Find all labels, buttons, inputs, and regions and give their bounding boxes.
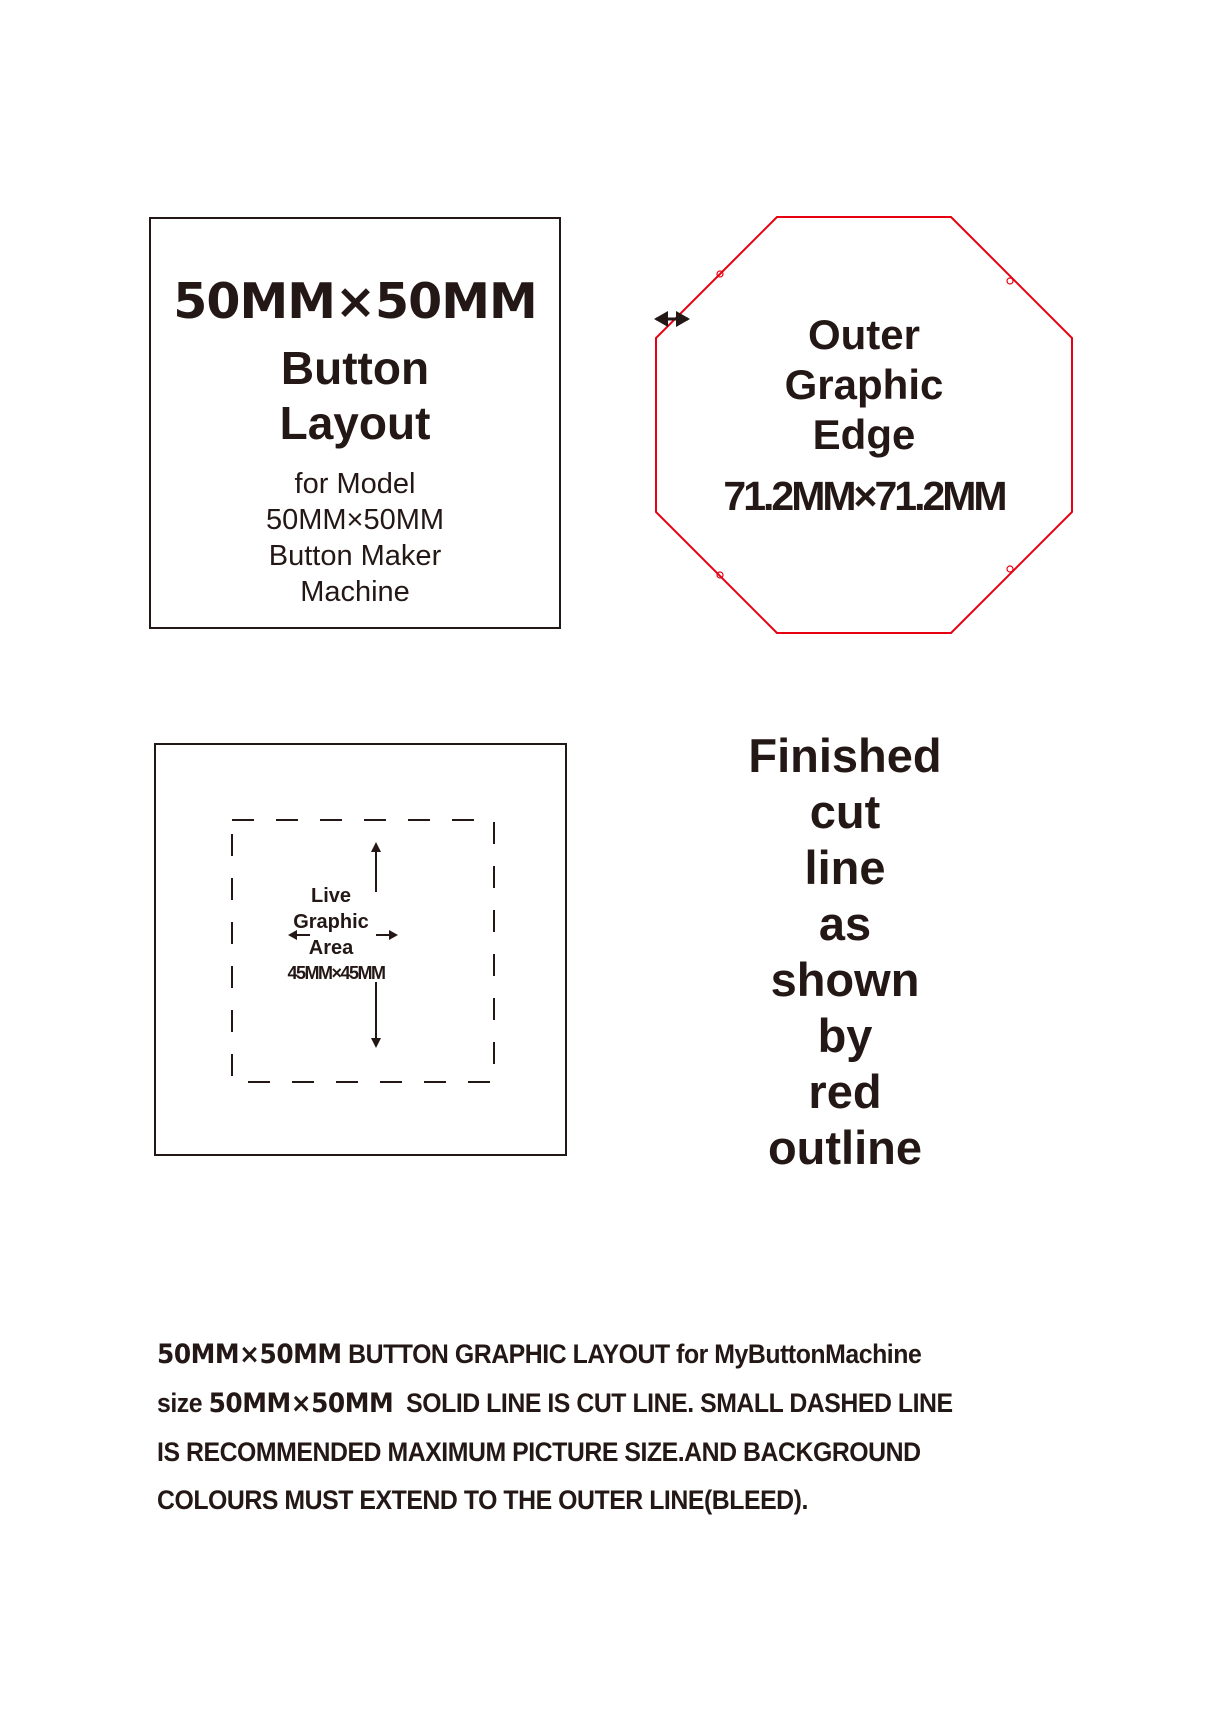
title-box [149, 217, 561, 629]
title-subtitle [151, 466, 559, 610]
footer-size-1: 50MM×50MM [157, 1339, 342, 1370]
live-area-box [154, 743, 567, 1156]
arrow-down-icon [371, 1038, 381, 1048]
octagon-label [654, 310, 1074, 460]
title-main [151, 341, 559, 451]
footer-line2 [157, 1379, 985, 1428]
subtitle-line4: Machine [300, 576, 410, 608]
live-area-label [276, 883, 386, 961]
subtitle-line1: for Model [294, 468, 416, 500]
footer-description [157, 1330, 985, 1524]
footer-text-1: BUTTON GRAPHIC LAYOUT for MyButtonMachine [341, 1339, 922, 1369]
footer-line1 [157, 1330, 985, 1379]
subtitle-line3: Button Maker [268, 540, 442, 572]
footer-line4: COLOURS MUST EXTEND TO THE OUTER LINE(BLEED). [157, 1485, 808, 1515]
footer-text-2: SOLID LINE IS CUT LINE. SMALL DASHED LINE [393, 1388, 953, 1418]
finished-word: red [808, 1065, 882, 1118]
live-line1: Live [310, 885, 352, 907]
footer-prefix-2: size [157, 1388, 209, 1418]
live-line3: Area [308, 937, 354, 959]
subtitle-line2: 50MM×50MM [265, 504, 445, 536]
finished-word: as [818, 897, 872, 950]
octagon-line2: Graphic [784, 361, 944, 408]
footer-line3: IS RECOMMENDED MAXIMUM PICTURE SIZE.AND BACKGROUND [157, 1437, 921, 1467]
footer-size-2: 50MM×50MM [208, 1388, 394, 1419]
arrow-right-icon [654, 310, 690, 328]
live-area-dimension: 45MM×45MM [287, 963, 385, 983]
live-line2: Graphic [293, 911, 369, 933]
finished-word: cut [809, 785, 881, 838]
finished-word: outline [767, 1121, 923, 1174]
arrow-right-small-icon [389, 930, 398, 940]
outer-graphic-edge [654, 215, 1074, 635]
arrow-up-icon [371, 842, 381, 852]
title-main-line2: Layout [279, 397, 431, 449]
octagon-line3: Edge [812, 411, 916, 458]
finished-word: line [804, 841, 886, 894]
finished-word: shown [770, 953, 920, 1006]
title-main-line1: Button [280, 342, 430, 394]
title-size: 50MM×50MM [173, 273, 537, 330]
octagon-dimension: 71.2MM×71.2MM [723, 473, 1005, 519]
finished-word: by [817, 1009, 873, 1062]
finished-cut-note [710, 728, 980, 1176]
finished-word: Finished [748, 729, 942, 782]
octagon-line1: Outer [807, 311, 920, 358]
